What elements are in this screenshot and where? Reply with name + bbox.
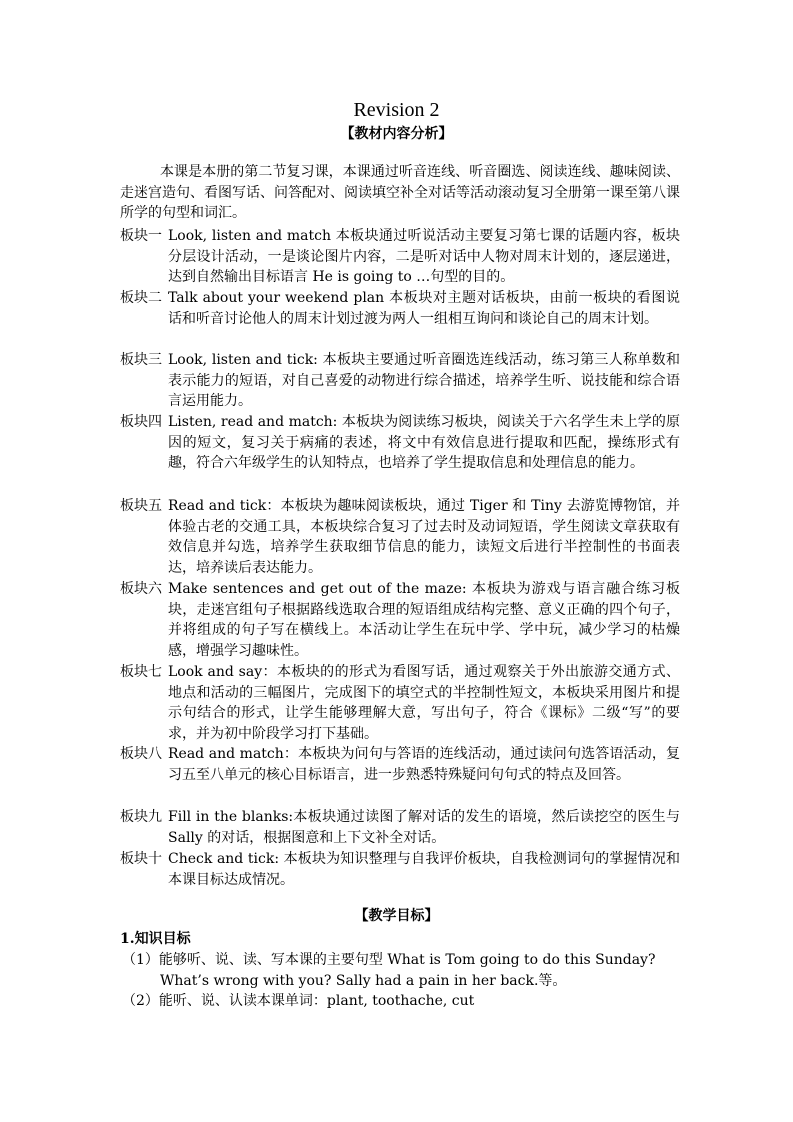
block-text: Look, listen and match 本板块通过听说活动主要复习第七课的话题内容，板块分层设计活动，一是谈论图片内容，二是听对话中人物对周末计划的，逐层递进，达到自然输出目标语言 He is going to …句型的目的。 — [168, 228, 680, 285]
block-item-10 — [120, 849, 680, 890]
block-item-7 — [120, 662, 680, 744]
objective-number: （1） — [122, 952, 159, 968]
objective-text: 能听、说、认读本课单词：plant, toothache, cut — [158, 993, 475, 1009]
block-item-9 — [120, 807, 680, 848]
section-heading-analysis: 【教材内容分析】 — [340, 126, 453, 142]
block-item-2 — [120, 288, 680, 329]
objective-item-2 — [122, 991, 680, 1012]
objective-item-1 — [122, 950, 680, 991]
block-text: Look and say：本板块的的形式为看图写话，通过观察关于外出旅游交通方式、地点和活动的三幅图片，完成图下的填空式的半控制性短文，本板块采用图片和提示句结合的形式，让学生能够理解大意，写出句子，符合《课标》二级“写”的要求，并为初中阶段学习打下基础。 — [168, 664, 680, 742]
block-label: 板块九 — [120, 809, 162, 825]
block-text: Fill in the blanks:本板块通过读图了解对话的发生的语境，然后读挖空的医生与 Sally 的对话，根据图意和上下文补全对话。 — [168, 809, 680, 846]
block-text: Make sentences and get out of the maze: 本板块为游戏与语言融合练习板块，走迷宫组句子根据路线选取合理的短语组成结构完整、意义正确的四个句子，并将组成的句子写在横线上。本活动让学生在玩中学、学中玩，减少学习的枯燥感，增强学习趣味性。 — [168, 581, 680, 659]
block-item-3 — [120, 350, 680, 412]
block-label: 板块八 — [120, 746, 162, 762]
block-text: Check and tick: 本板块为知识整理与自我评价板块，自我检测词句的掌握情况和本课目标达成情况。 — [168, 851, 680, 888]
block-label: 板块三 — [120, 352, 162, 368]
objective-number: （2） — [122, 993, 159, 1009]
block-label: 板块二 — [120, 290, 162, 306]
block-item-4 — [120, 412, 680, 474]
block-label: 板块六 — [120, 581, 162, 597]
block-label: 板块五 — [120, 498, 162, 514]
knowledge-objectives-heading: 1.知识目标 — [120, 931, 191, 947]
document-title: Revision 2 — [353, 99, 440, 121]
block-item-1 — [120, 226, 680, 288]
block-text: Look, listen and tick: 本板块主要通过听音圈选连线活动，练习第三人称单数和表示能力的短语，对自己喜爱的动物进行综合描述，培养学生听、说技能和综合语言运用能力。 — [168, 352, 680, 409]
section-heading-objectives: 【教学目标】 — [354, 908, 439, 924]
block-text: Listen, read and match: 本板块为阅读练习板块，阅读关于六名学生未上学的原因的短文，复习关于病痛的表述，将文中有效信息进行提取和匹配，操练形式有趣，符合六年级学生的认知特点，也培养了学生提取信息和处理信息的能力。 — [168, 414, 680, 471]
block-item-6 — [120, 579, 680, 661]
block-label: 板块十 — [120, 851, 162, 867]
block-text: Read and match：本板块为问句与答语的连线活动，通过读问句选答语活动，复习五至八单元的核心目标语言，进一步熟悉特殊疑问句句式的特点及回答。 — [168, 746, 680, 783]
objective-text: 能够听、说、读、写本课的主要句型 What is Tom going to do this Sunday? What’s wrong with you? Sally had a pain in her back.等。 — [158, 952, 656, 989]
block-text: Read and tick：本板块为趣味阅读板块，通过 Tiger 和 Tiny 去游览博物馆，并体验古老的交通工具，本板块综合复习了过去时及动词短语，学生阅读文章获取有效信息并勾选，培养学生获取细节信息的能力，读短文后进行半控制性的书面表达，培养读后表达能力。 — [168, 498, 680, 576]
block-label: 板块一 — [120, 228, 162, 244]
block-item-8 — [120, 744, 680, 785]
intro-paragraph: 本课是本册的第二节复习课，本课通过听音连线、听音圈选、阅读连线、趣味阅读、走迷宫造句、看图写话、问答配对、阅读填空补全对话等活动滚动复习全册第一课至第八课所学的句型和词汇。 — [120, 164, 680, 221]
block-text: Talk about your weekend plan 本板块对主题对话板块，由前一板块的看图说话和听音讨论他人的周末计划过渡为两人一组相互询问和谈论自己的周末计划。 — [168, 290, 680, 327]
block-label: 板块七 — [120, 664, 162, 680]
block-label: 板块四 — [120, 414, 162, 430]
block-item-5 — [120, 496, 680, 578]
